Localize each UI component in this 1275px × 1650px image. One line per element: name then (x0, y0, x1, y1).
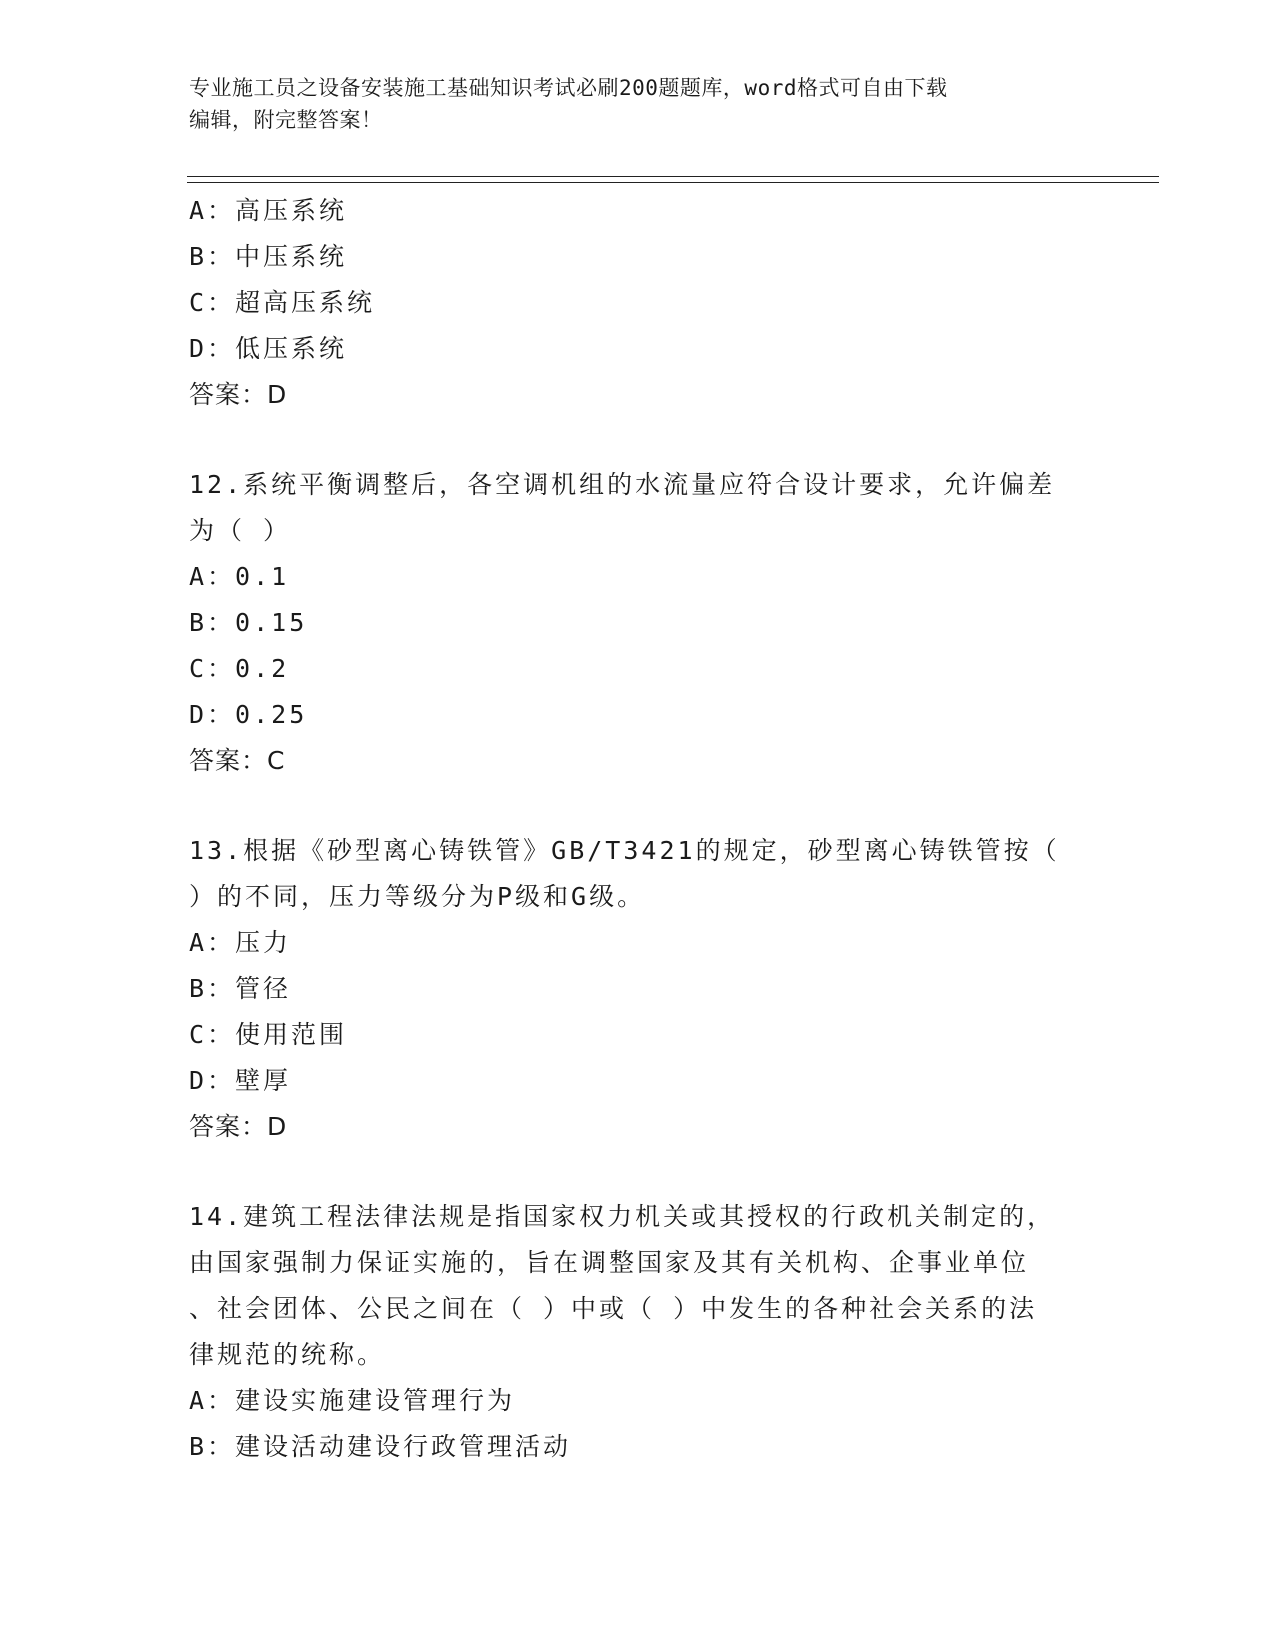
question-stem: ）的不同，压力等级分为P级和G级。 (189, 882, 646, 911)
question-stem: 律规范的统称。 (189, 1340, 386, 1369)
question-stem: 13.根据《砂型离心铸铁管》GB/T3421的规定，砂型离心铸铁管按（ (189, 836, 1060, 865)
question-stem: 、社会团体、公民之间在（ ）中或（ ）中发生的各种社会关系的法 (189, 1294, 1038, 1323)
option-b: B：建设活动建设行政管理活动 (189, 1432, 572, 1461)
header-line-1: 专业施工员之设备安装施工基础知识考试必刷200题题库，word格式可自由下载 (189, 76, 948, 100)
question-14 (189, 1194, 1089, 1470)
option-c: C：0.2 (189, 654, 290, 683)
question-stem: 由国家强制力保证实施的，旨在调整国家及其有关机构、企事业单位 (189, 1248, 1030, 1277)
option-a: A：建设实施建设管理行为 (189, 1386, 516, 1415)
option-b: B：管径 (189, 974, 292, 1003)
header-divider-top (187, 176, 1159, 177)
document-header (189, 72, 1089, 136)
question-spacer (189, 1150, 1089, 1194)
answer-line: 答案：C (189, 746, 286, 775)
question-stem: 14.建筑工程法律法规是指国家权力机关或其授权的行政机关制定的， (189, 1202, 1056, 1231)
question-spacer (189, 784, 1089, 828)
question-stem: 为（ ） (189, 516, 292, 545)
question-stem: 12.系统平衡调整后，各空调机组的水流量应符合设计要求，允许偏差 (189, 470, 1056, 499)
option-a: A：压力 (189, 928, 292, 957)
header-divider-bottom (187, 182, 1159, 183)
header-line-2: 编辑，附完整答案！ (189, 108, 383, 132)
answer-line: 答案：D (189, 380, 288, 409)
question-list (189, 188, 1089, 1470)
question-12 (189, 462, 1089, 784)
option-d: D：壁厚 (189, 1066, 292, 1095)
option-b: B：中压系统 (189, 242, 348, 271)
answer-line: 答案：D (189, 1112, 288, 1141)
question-spacer (189, 418, 1089, 462)
option-d: D：低压系统 (189, 334, 348, 363)
option-d: D：0.25 (189, 700, 308, 729)
option-c: C：使用范围 (189, 1020, 348, 1049)
option-a: A：高压系统 (189, 196, 348, 225)
question-13 (189, 828, 1089, 1150)
question-11 (189, 188, 1089, 418)
option-a: A：0.1 (189, 562, 290, 591)
option-b: B：0.15 (189, 608, 308, 637)
option-c: C：超高压系统 (189, 288, 376, 317)
